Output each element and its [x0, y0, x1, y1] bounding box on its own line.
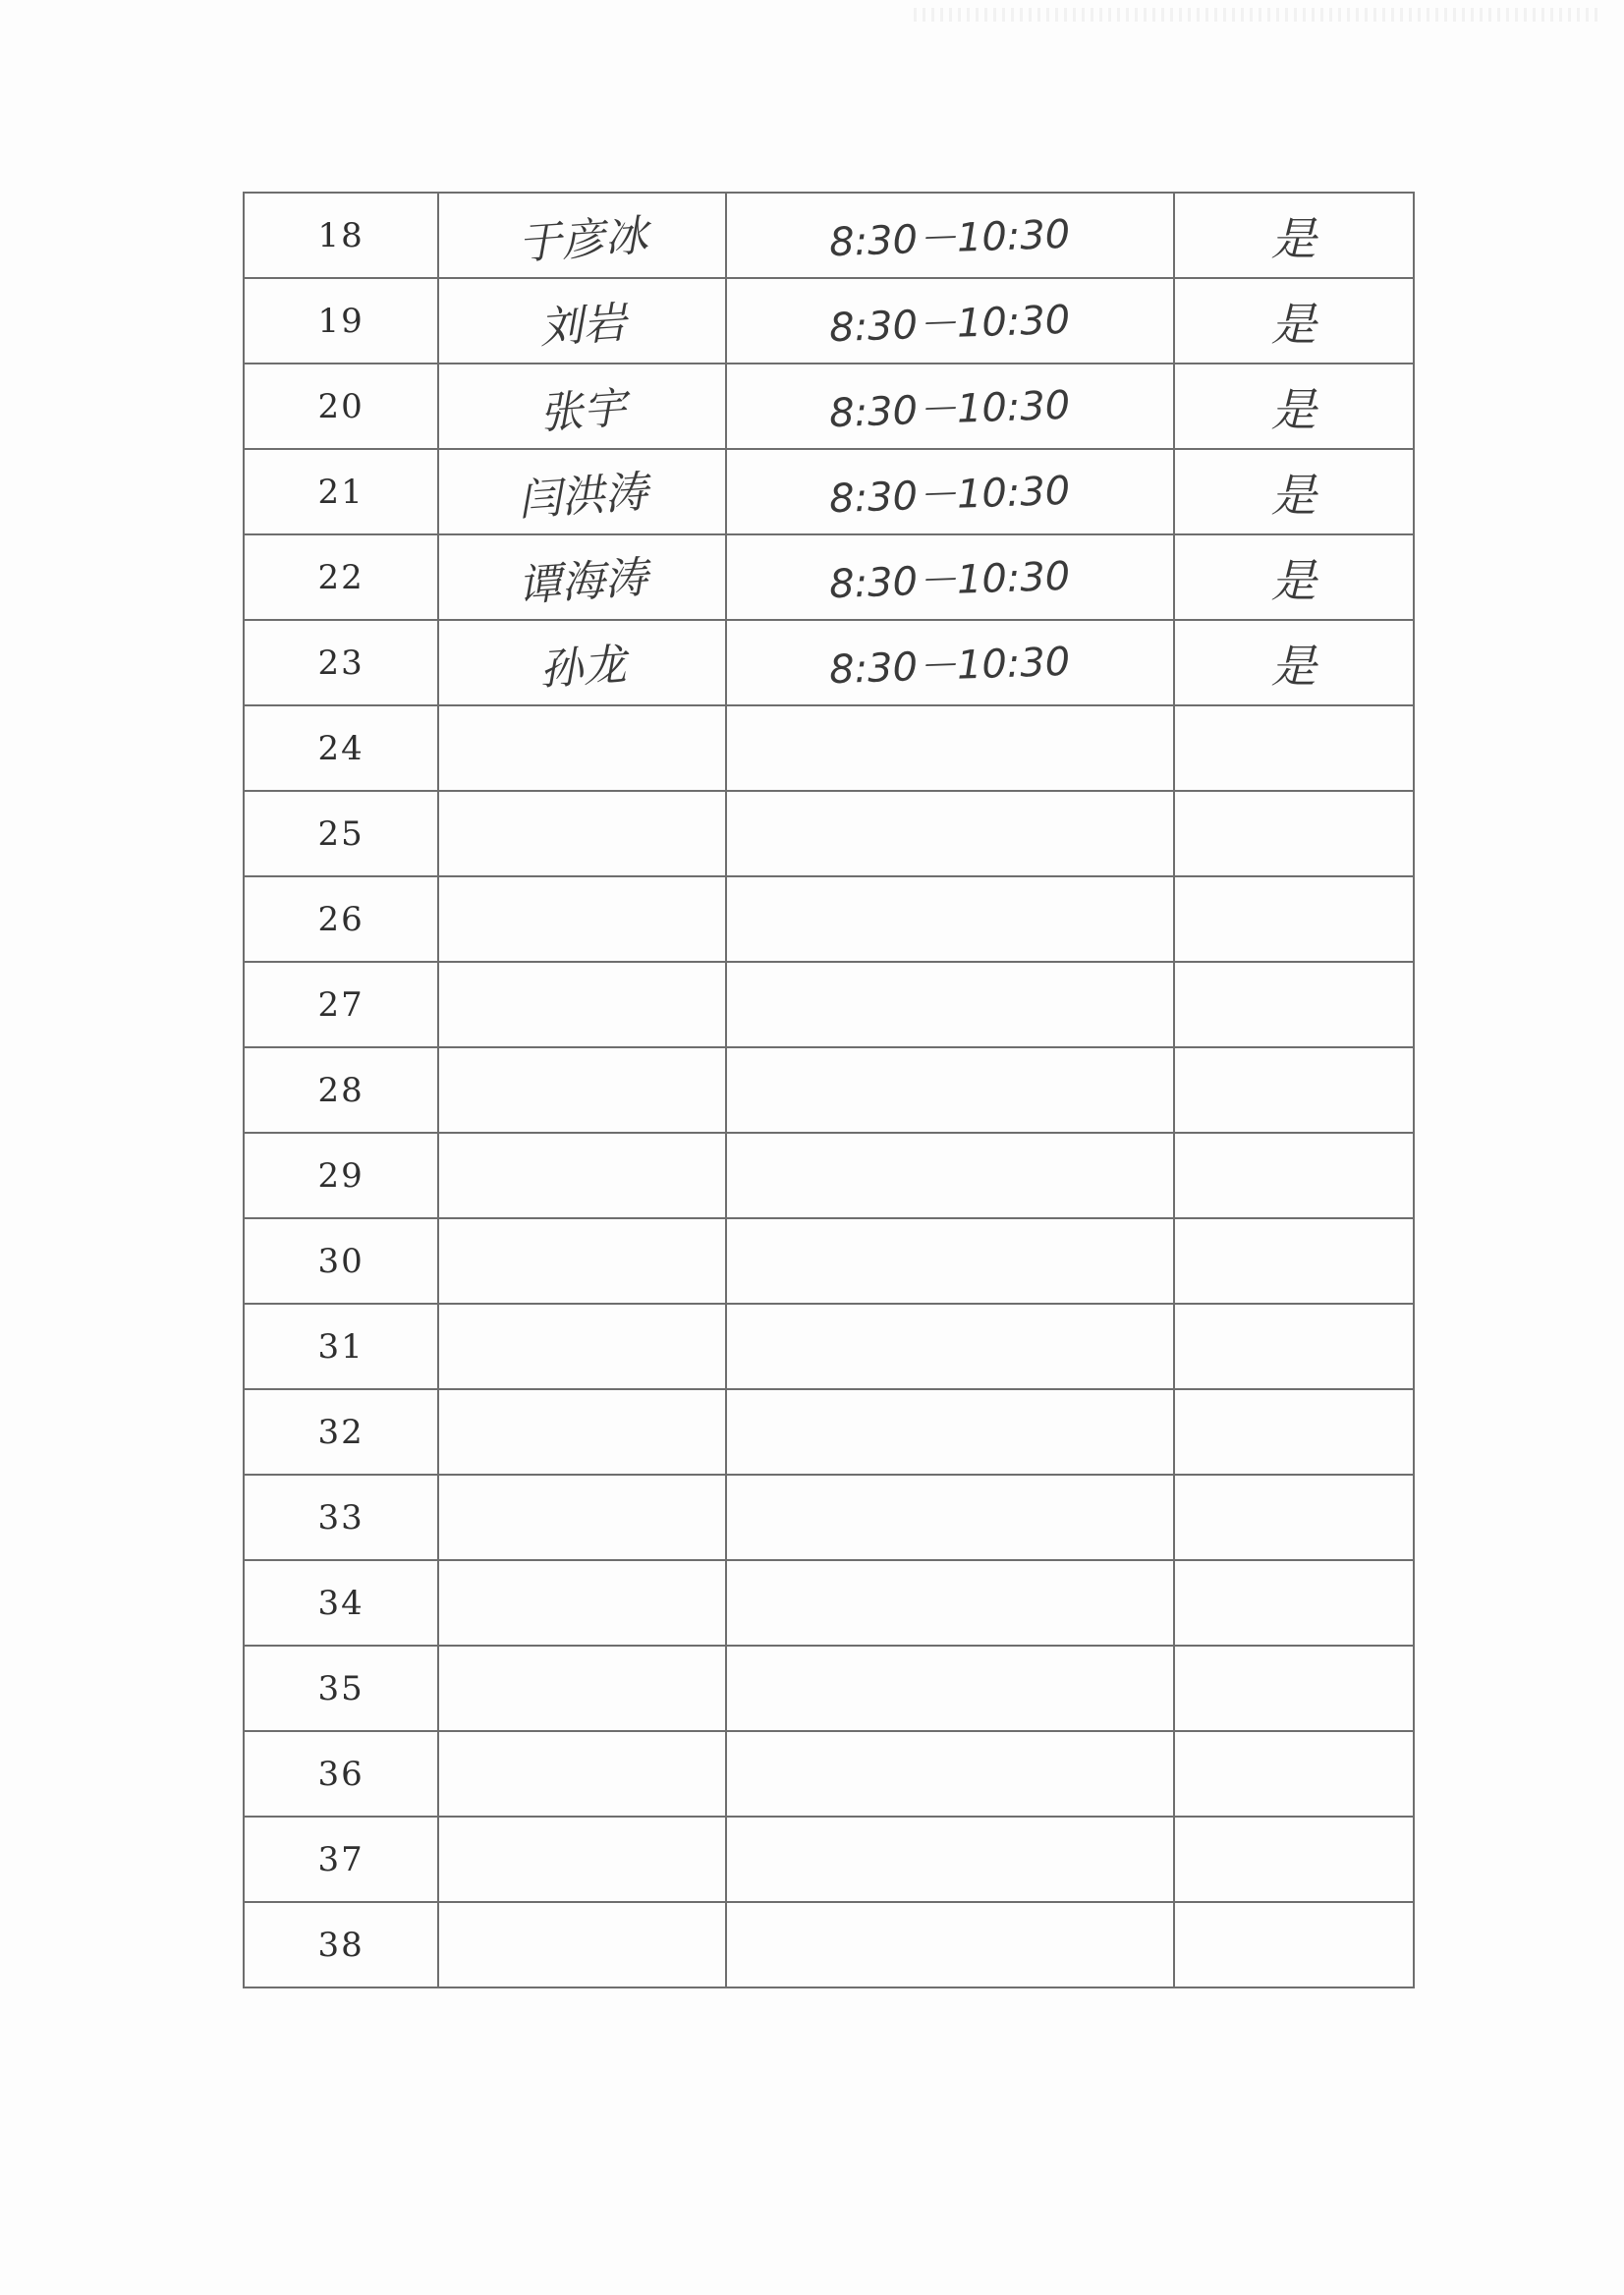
mark-cell	[1174, 705, 1414, 791]
mark-cell	[1174, 1817, 1414, 1902]
time-cell	[726, 620, 1174, 705]
name-cell	[438, 620, 725, 705]
table-row	[244, 278, 1414, 364]
table-row	[244, 1047, 1414, 1133]
mark-cell	[1174, 620, 1414, 705]
handwritten-time: 8:30－10:30	[828, 553, 1072, 608]
time-cell	[726, 1560, 1174, 1646]
handwritten-name: 孙龙	[537, 639, 628, 696]
time-cell	[726, 278, 1174, 364]
time-cell	[726, 1047, 1174, 1133]
row-number-cell: 23	[244, 620, 438, 705]
mark-cell	[1174, 1133, 1414, 1218]
row-number-cell: 33	[244, 1475, 438, 1560]
table-row	[244, 534, 1414, 620]
mark-cell	[1174, 1304, 1414, 1389]
row-number-cell: 20	[244, 364, 438, 449]
mark-cell	[1174, 1902, 1414, 1987]
mark-cell	[1174, 876, 1414, 962]
mark-cell	[1174, 1389, 1414, 1475]
scan-artifact	[914, 8, 1601, 22]
table-row	[244, 1817, 1414, 1902]
time-cell	[726, 1218, 1174, 1304]
time-cell	[726, 1646, 1174, 1731]
name-cell	[438, 876, 725, 962]
time-cell	[726, 193, 1174, 278]
time-cell	[726, 1304, 1174, 1389]
handwritten-time: 8:30－10:30	[828, 468, 1072, 523]
handwritten-name: 于彦冰	[516, 209, 649, 270]
row-number-cell: 37	[244, 1817, 438, 1902]
handwritten-time: 8:30－10:30	[828, 382, 1072, 437]
table-row	[244, 1646, 1414, 1731]
handwritten-time: 8:30－10:30	[828, 211, 1072, 266]
row-number-cell: 22	[244, 534, 438, 620]
name-cell	[438, 1218, 725, 1304]
table-row	[244, 962, 1414, 1047]
row-number-cell: 26	[244, 876, 438, 962]
handwritten-mark: 是	[1270, 211, 1316, 265]
name-cell	[438, 1817, 725, 1902]
name-cell	[438, 1389, 725, 1475]
row-number-cell: 38	[244, 1902, 438, 1987]
table-row	[244, 1389, 1414, 1475]
sign-in-table	[243, 192, 1415, 1988]
row-number-cell: 32	[244, 1389, 438, 1475]
table-row	[244, 1475, 1414, 1560]
table-row	[244, 1133, 1414, 1218]
row-number-cell: 27	[244, 962, 438, 1047]
time-cell	[726, 1902, 1174, 1987]
name-cell	[438, 791, 725, 876]
table-row	[244, 1304, 1414, 1389]
row-number-cell: 19	[244, 278, 438, 364]
mark-cell	[1174, 1047, 1414, 1133]
time-cell	[726, 1817, 1174, 1902]
table-row	[244, 1560, 1414, 1646]
time-cell	[726, 705, 1174, 791]
time-cell	[726, 791, 1174, 876]
handwritten-name: 谭海涛	[516, 551, 649, 612]
name-cell	[438, 1304, 725, 1389]
mark-cell	[1174, 193, 1414, 278]
mark-cell	[1174, 1646, 1414, 1731]
handwritten-name: 闫洪涛	[516, 466, 649, 527]
row-number-cell: 24	[244, 705, 438, 791]
table-body	[244, 193, 1414, 1987]
table-row	[244, 876, 1414, 962]
name-cell	[438, 705, 725, 791]
table-row	[244, 620, 1414, 705]
table-row	[244, 193, 1414, 278]
row-number-cell: 21	[244, 449, 438, 534]
mark-cell	[1174, 962, 1414, 1047]
time-cell	[726, 1731, 1174, 1817]
mark-cell	[1174, 1218, 1414, 1304]
time-cell	[726, 449, 1174, 534]
name-cell	[438, 193, 725, 278]
time-cell	[726, 1133, 1174, 1218]
name-cell	[438, 364, 725, 449]
handwritten-mark: 是	[1270, 297, 1316, 351]
mark-cell	[1174, 1731, 1414, 1817]
table-row	[244, 1731, 1414, 1817]
table-row	[244, 449, 1414, 534]
row-number-cell: 36	[244, 1731, 438, 1817]
time-cell	[726, 962, 1174, 1047]
row-number-cell: 25	[244, 791, 438, 876]
name-cell	[438, 449, 725, 534]
name-cell	[438, 534, 725, 620]
mark-cell	[1174, 791, 1414, 876]
name-cell	[438, 1902, 725, 1987]
time-cell	[726, 876, 1174, 962]
row-number-cell: 18	[244, 193, 438, 278]
table-row	[244, 1902, 1414, 1987]
handwritten-name: 刘岩	[537, 297, 628, 354]
time-cell	[726, 1389, 1174, 1475]
handwritten-time: 8:30－10:30	[828, 297, 1072, 352]
time-cell	[726, 364, 1174, 449]
table-row	[244, 791, 1414, 876]
row-number-cell: 34	[244, 1560, 438, 1646]
name-cell	[438, 1475, 725, 1560]
name-cell	[438, 962, 725, 1047]
name-cell	[438, 1047, 725, 1133]
mark-cell	[1174, 1475, 1414, 1560]
table-row	[244, 705, 1414, 791]
mark-cell	[1174, 278, 1414, 364]
handwritten-mark: 是	[1270, 382, 1316, 436]
handwritten-mark: 是	[1270, 553, 1316, 607]
row-number-cell: 28	[244, 1047, 438, 1133]
name-cell	[438, 1560, 725, 1646]
row-number-cell: 35	[244, 1646, 438, 1731]
row-number-cell: 29	[244, 1133, 438, 1218]
row-number-cell: 30	[244, 1218, 438, 1304]
handwritten-mark: 是	[1270, 639, 1316, 693]
handwritten-name: 张宇	[537, 382, 628, 439]
handwritten-mark: 是	[1270, 468, 1316, 522]
name-cell	[438, 1133, 725, 1218]
time-cell	[726, 534, 1174, 620]
name-cell	[438, 278, 725, 364]
mark-cell	[1174, 364, 1414, 449]
table-row	[244, 364, 1414, 449]
name-cell	[438, 1646, 725, 1731]
time-cell	[726, 1475, 1174, 1560]
handwritten-time: 8:30－10:30	[828, 639, 1072, 694]
mark-cell	[1174, 449, 1414, 534]
table-row	[244, 1218, 1414, 1304]
mark-cell	[1174, 1560, 1414, 1646]
row-number-cell: 31	[244, 1304, 438, 1389]
name-cell	[438, 1731, 725, 1817]
mark-cell	[1174, 534, 1414, 620]
